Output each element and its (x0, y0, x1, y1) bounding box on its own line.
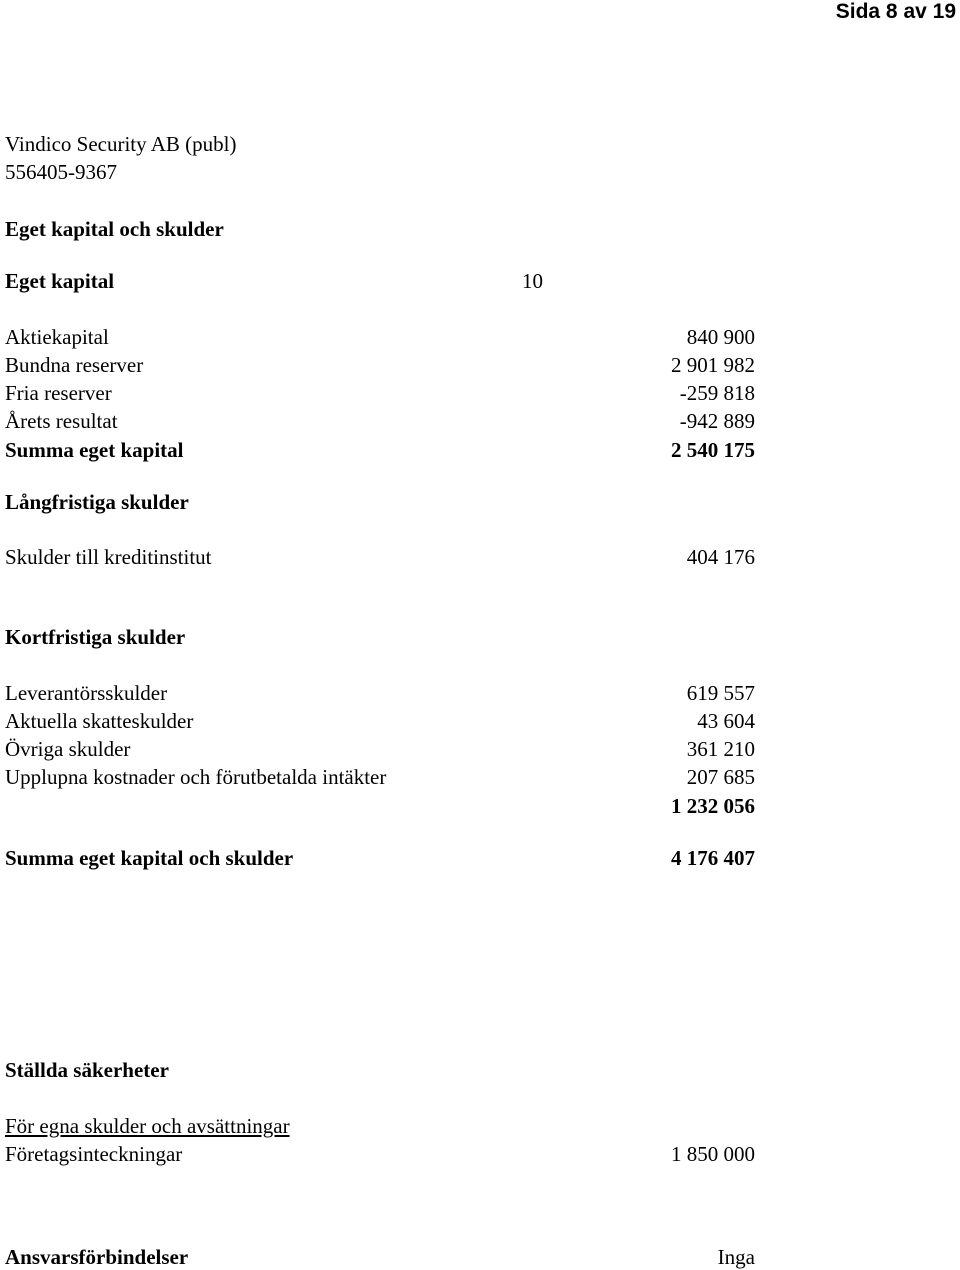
row-value: 43 604 (697, 709, 755, 733)
row-value: -259 818 (679, 381, 755, 405)
row-value: 619 557 (686, 681, 755, 705)
long-term-heading: Långfristiga skulder (5, 490, 189, 514)
equity-note-ref: 10 (522, 269, 543, 293)
company-name: Vindico Security AB (publ) (5, 132, 237, 156)
equity-heading: Eget kapital (5, 269, 115, 293)
row-value: 361 210 (686, 737, 755, 761)
row-label: Aktiekapital (5, 325, 109, 349)
org-number: 556405-9367 (5, 160, 117, 184)
row-value: 840 900 (686, 325, 755, 349)
row-value: 1 850 000 (671, 1142, 755, 1166)
section-title: Eget kapital och skulder (5, 217, 224, 241)
grand-total-label: Summa eget kapital och skulder (5, 846, 294, 870)
row-label: Leverantörsskulder (5, 681, 168, 705)
equity-total-value: 2 540 175 (671, 438, 755, 462)
pledged-heading: Ställda säkerheter (5, 1058, 169, 1082)
row-label: Övriga skulder (5, 737, 131, 761)
row-label: Årets resultat (5, 409, 118, 433)
row-label: Skulder till kreditinstitut (5, 545, 212, 569)
pledged-subheading: För egna skulder och avsättningar (5, 1114, 290, 1138)
row-label: Aktuella skatteskulder (5, 709, 194, 733)
row-value: 207 685 (686, 765, 755, 789)
row-label: Upplupna kostnader och förutbetalda intäkter (5, 765, 387, 789)
row-label: Företagsinteckningar (5, 1142, 183, 1166)
short-term-subtotal: 1 232 056 (671, 794, 755, 818)
short-term-heading: Kortfristiga skulder (5, 625, 186, 649)
row-value: -942 889 (679, 409, 755, 433)
equity-total-label: Summa eget kapital (5, 438, 184, 462)
row-label: Bundna reserver (5, 353, 144, 377)
row-value: 2 901 982 (671, 353, 755, 377)
contingent-value: Inga (717, 1245, 755, 1269)
contingent-heading: Ansvarsförbindelser (5, 1245, 189, 1269)
row-label: Fria reserver (5, 381, 112, 405)
row-value: 404 176 (686, 545, 755, 569)
grand-total-value: 4 176 407 (671, 846, 755, 870)
page-number: Sida 8 av 19 (835, 0, 956, 23)
